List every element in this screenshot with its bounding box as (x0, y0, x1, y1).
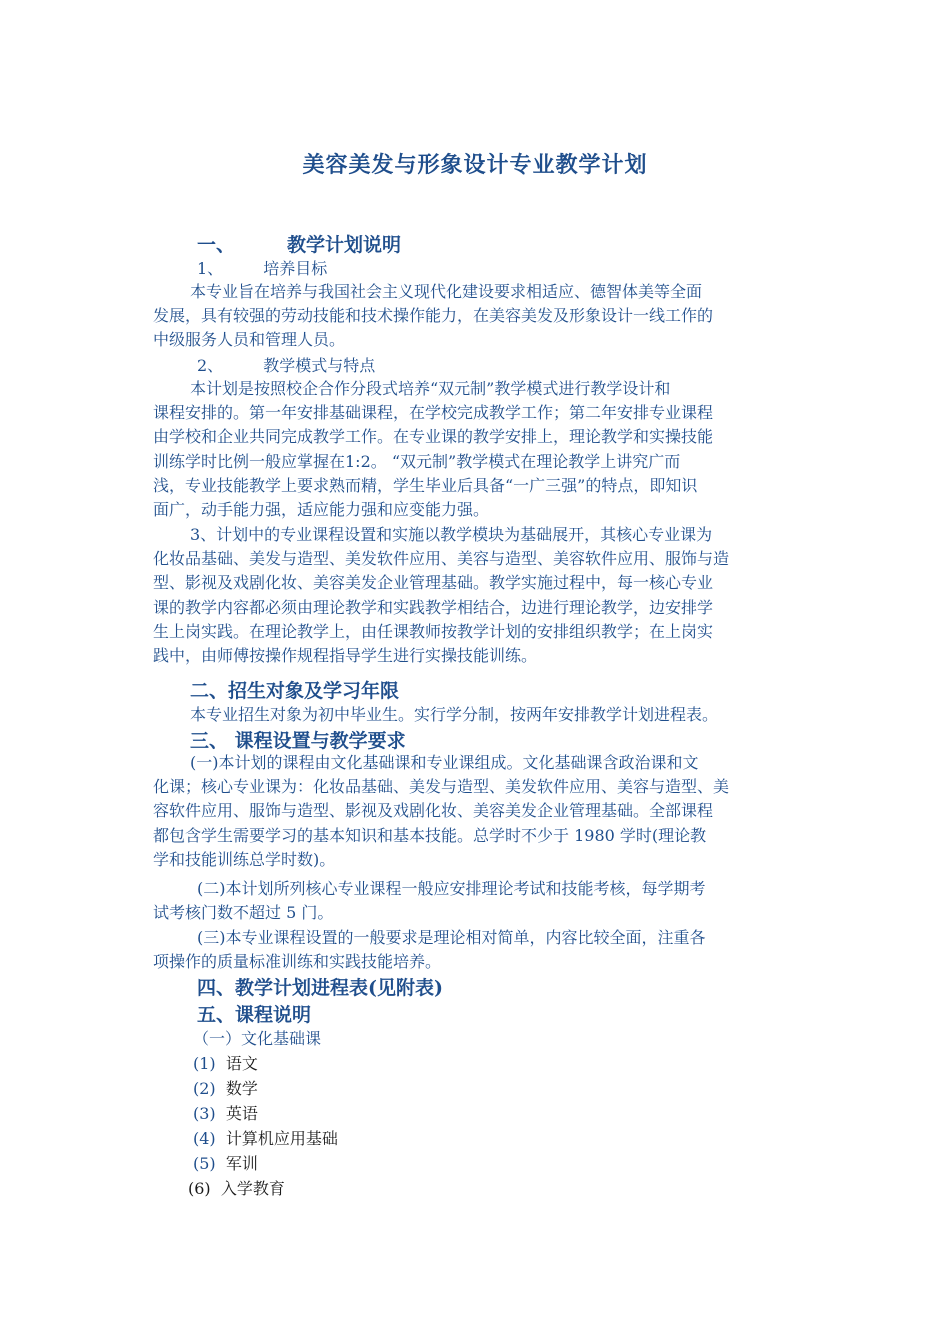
subsection-1-2 (197, 353, 375, 376)
item-number: (4) (193, 1129, 216, 1148)
section-1-title: 教学计划说明 (287, 234, 402, 256)
section-5-heading: 五、课程说明 (197, 1004, 312, 1026)
text-line: (一)本计划的课程由文化基础课和专业课组成。文化基础课含政治课和文 (190, 753, 699, 772)
list-item (193, 1126, 338, 1149)
page-title: 美容美发与形象设计专业教学计划 (302, 152, 648, 178)
paragraph-curriculum-2 (153, 877, 811, 925)
item-label: 军训 (225, 1154, 258, 1173)
section-4-heading: 四、教学计划进程表(见附表) (197, 977, 443, 999)
text-line: 面广，动手能力强，适应能力强和应变能力强。 (153, 500, 490, 520)
text-line: 本计划是按照校企合作分段式培养“双元制”教学模式进行教学设计和 (190, 379, 671, 398)
section-3-heading: 三、 课程设置与教学要求 (190, 730, 406, 752)
text-line: 训练学时比例一般应掌握在1:2。 “双元制”教学模式在理论教学上讲究广而 (153, 451, 681, 471)
section-1-heading (197, 230, 401, 257)
item-number: (5) (193, 1154, 216, 1173)
item-number: (6) (188, 1179, 211, 1198)
text-line: 本专业招生对象为初中毕业生。实行学分制，按两年安排教学计划进程表。 (190, 705, 719, 724)
subsection-number: 1、 (197, 259, 224, 278)
paragraph-curriculum-3 (153, 926, 811, 974)
paragraph-core-courses (153, 523, 811, 668)
section-1-number: 一、 (197, 234, 236, 256)
subsection-number: 2、 (197, 356, 224, 375)
text-line: 都包含学生需要学习的基本知识和基本技能。总学时不少于 1980 学时(理论教 (153, 825, 707, 845)
text-line: 本专业旨在培养与我国社会主义现代化建设要求相适应、德智体美等全面 (190, 282, 703, 301)
list-item (193, 1076, 258, 1099)
subsection-basic-courses: （一）文化基础课 (193, 1029, 322, 1048)
text-line: 型、影视及戏剧化妆、美容美发企业管理基础。教学实施过程中，每一核心专业 (153, 573, 714, 593)
item-label: 语文 (225, 1054, 258, 1073)
item-number: (1) (193, 1054, 216, 1073)
list-item (193, 1151, 258, 1174)
text-line: 试考核门数不超过 5 门。 (153, 903, 334, 923)
text-line: 生上岗实践。在理论教学上，由任课教师按教学计划的安排组织教学；在上岗实 (153, 621, 714, 641)
subsection-label: 培养目标 (263, 259, 328, 278)
item-label: 入学教育 (220, 1179, 285, 1198)
item-label: 计算机应用基础 (225, 1129, 338, 1148)
list-item (193, 1051, 258, 1074)
paragraph-curriculum-1 (153, 751, 811, 872)
text-line: 化妆品基础、美发与造型、美发软件应用、美容与造型、美容软件应用、服饰与造 (153, 549, 730, 569)
item-number: (3) (193, 1104, 216, 1123)
list-item (188, 1176, 285, 1199)
subsection-1-1 (197, 256, 327, 279)
text-line: 容软件应用、服饰与造型、影视及戏剧化妆、美容美发企业管理基础。全部课程 (153, 801, 714, 821)
text-line: 中级服务人员和管理人员。 (153, 330, 346, 350)
text-line: 学和技能训练总学时数)。 (153, 849, 336, 869)
text-line: 发展，具有较强的劳动技能和技术操作能力，在美容美发及形象设计一线工作的 (153, 306, 714, 326)
item-label: 英语 (225, 1104, 258, 1123)
item-label: 数学 (225, 1079, 258, 1098)
text-line: 项操作的质量标准训练和实践技能培养。 (153, 952, 442, 972)
text-line: 践中，由师傅按操作规程指导学生进行实操技能训练。 (153, 646, 538, 666)
subsection-label: 教学模式与特点 (263, 356, 376, 375)
text-line: 化课；核心专业课为：化妆品基础、美发与造型、美发软件应用、美容与造型、美 (153, 777, 730, 797)
text-line: 3、计划中的专业课程设置和实施以教学模块为基础展开，其核心专业课为 (190, 525, 713, 544)
list-item (193, 1101, 258, 1124)
paragraph-goal (153, 280, 811, 353)
text-line: (三)本专业课程设置的一般要求是理论相对简单，内容比较全面，注重各 (197, 928, 706, 947)
paragraph-enrollment (153, 703, 811, 727)
text-line: 由学校和企业共同完成教学工作。在专业课的教学安排上，理论教学和实操技能 (153, 427, 714, 447)
item-number: (2) (193, 1079, 216, 1098)
text-line: 浅，专业技能教学上要求熟而精，学生毕业后具备“一广三强”的特点，即知识 (153, 475, 698, 495)
text-line: 课程安排的。第一年安排基础课程，在学校完成教学工作；第二年安排专业课程 (153, 403, 714, 423)
text-line: (二)本计划所列核心专业课程一般应安排理论考试和技能考核，每学期考 (197, 879, 706, 898)
text-line: 课的教学内容都必须由理论教学和实践教学相结合，边进行理论教学，边安排学 (153, 597, 714, 617)
paragraph-model (153, 377, 811, 522)
section-2-heading: 二、招生对象及学习年限 (190, 680, 400, 702)
